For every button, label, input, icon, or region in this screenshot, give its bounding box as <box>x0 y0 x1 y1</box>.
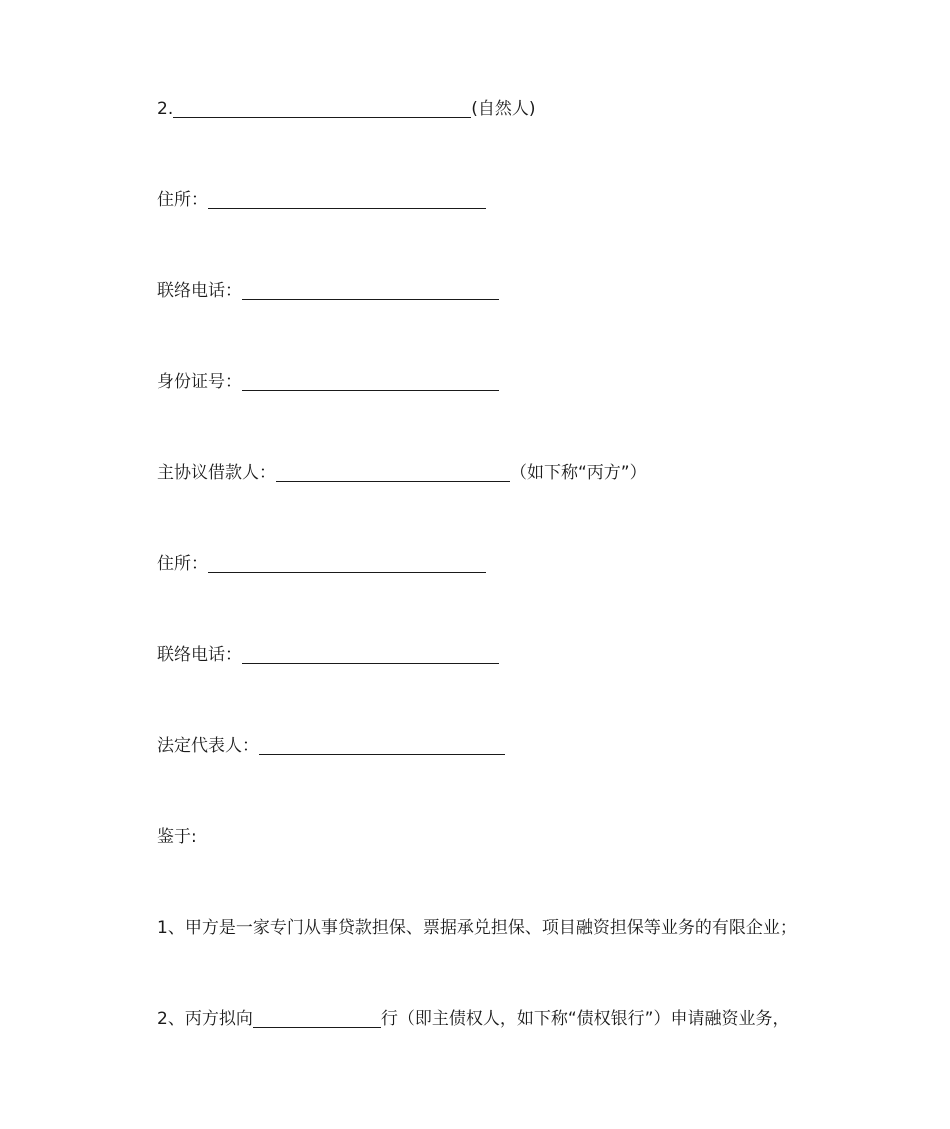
borrower-suffix: （如下称“丙方”） <box>510 463 647 483</box>
phone-2-label: 联络电话： <box>157 645 242 665</box>
legal-representative-label: 法定代表人： <box>157 736 259 756</box>
legal-representative-line <box>157 735 505 757</box>
creditor-bank-blank[interactable] <box>253 1009 381 1028</box>
id-number-line <box>157 371 499 393</box>
clause-2-line <box>157 1008 789 1030</box>
address-1-label: 住所： <box>157 190 208 210</box>
phone-1-label: 联络电话： <box>157 281 242 301</box>
borrower-label: 主协议借款人： <box>157 463 276 483</box>
id-number-label: 身份证号： <box>157 372 242 392</box>
guarantor-2-line <box>157 98 536 120</box>
guarantor-2-name-blank[interactable] <box>173 99 471 118</box>
address-1-blank[interactable] <box>208 190 486 209</box>
id-number-blank[interactable] <box>242 372 499 391</box>
guarantor-2-prefix: 2. <box>157 99 174 119</box>
legal-representative-blank[interactable] <box>259 736 505 755</box>
phone-2-blank[interactable] <box>242 645 499 664</box>
guarantor-2-suffix: (自然人) <box>471 99 536 119</box>
borrower-line <box>157 462 647 484</box>
clause-1-line <box>157 917 797 939</box>
borrower-name-blank[interactable] <box>276 463 510 482</box>
address-2-label: 住所： <box>157 554 208 574</box>
phone-1-blank[interactable] <box>242 281 499 300</box>
clause-2-prefix: 2、丙方拟向 <box>157 1009 253 1029</box>
address-2-line <box>157 553 486 575</box>
address-1-line <box>157 189 486 211</box>
phone-2-line <box>157 644 499 666</box>
whereas-line <box>157 826 197 848</box>
clause-2-suffix: 行（即主债权人，如下称“债权银行”）申请融资业务， <box>380 1009 790 1029</box>
phone-1-line <box>157 280 499 302</box>
clause-1-text: 1、甲方是一家专门从事贷款担保、票据承兑担保、项目融资担保等业务的有限企业； <box>157 918 797 938</box>
whereas-label: 鉴于: <box>157 827 197 847</box>
address-2-blank[interactable] <box>208 554 486 573</box>
